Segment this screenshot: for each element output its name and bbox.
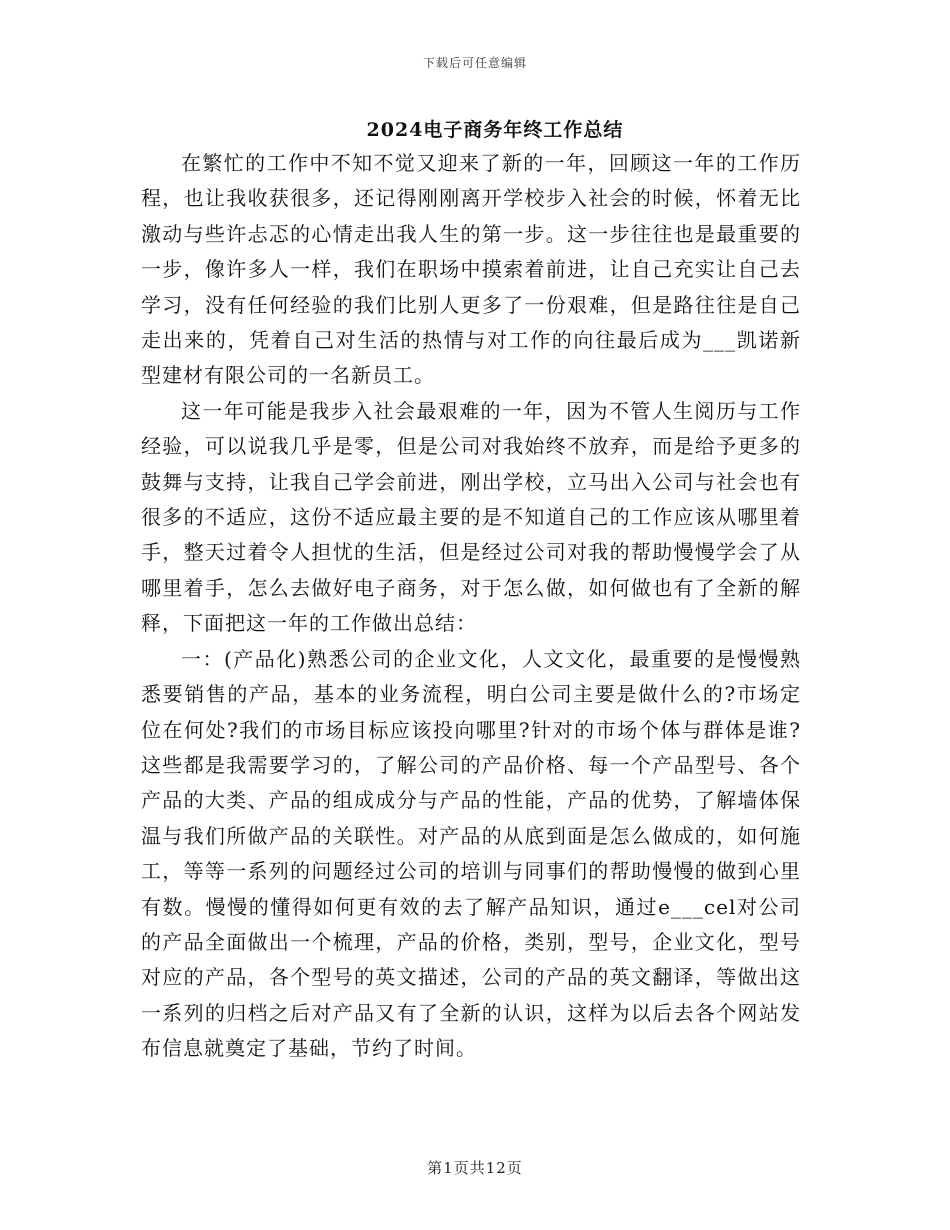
document-body [141, 146, 801, 1067]
paragraph-1: 在繁忙的工作中不知不觉又迎来了新的一年，回顾这一年的工作历程，也让我收获很多，还记得刚刚离开学校步入社会的时候，怀着无比激动与些许忐忑的心情走出我人生的第一步。这一步往往也是最重要的一步，像许多人一样，我们在职场中摸索着前进，让自己充实让自己去学习，没有任何经验的我们比别人更多了一份艰难，但是路往往是自己走出来的，凭着自己对生活的热情与对工作的向往最后成为___凯诺新型建材有限公司的一名新员工。 [141, 151, 801, 388]
paragraph-3: 一：(产品化)熟悉公司的企业文化，人文文化，最重要的是慢慢熟悉要销售的产品，基本的业务流程，明白公司主要是做什么的?市场定位在何处?我们的市场目标应该投向哪里?针对的市场个体与群体是谁?这些都是我需要学习的，了解公司的产品价格、每一个产品型号、各个产品的大类、产品的组成成分与产品的性能，产品的优势，了解墙体保温与我们所做产品的关联性。对产品的从底到面是怎么做成的，如何施工，等等一系列的问题经过公司的培训与同事们的帮助慢慢的做到心里有数。慢慢的懂得如何更有效的去了解产品知识，通过e___cel对公司的产品全面做出一个梳理，产品的价格，类别，型号，企业文化，型号对应的产品，各个型号的英文描述，公司的产品的英文翻译，等做出这一系列的归档之后对产品又有了全新的认识，这样为以后去各个网站发布信息就奠定了基础，节约了时间。 [141, 646, 801, 1061]
page-footer: 第1页共12页 [427, 1159, 523, 1177]
paragraph-2: 这一年可能是我步入社会最艰难的一年，因为不管人生阅历与工作经验，可以说我几乎是零，但是公司对我始终不放弃，而是给予更多的鼓舞与支持，让我自己学会前进，刚出学校，立马出入公司与社会也有很多的不适应，这份不适应最主要的是不知道自己的工作应该从哪里着手，整天过着令人担忧的生活，但是经过公司对我的帮助慢慢学会了从哪里着手，怎么去做好电子商务，对于怎么做，如何做也有了全新的解释，下面把这一年的工作做出总结： [141, 398, 801, 636]
document-title: 2024电子商务年终工作总结 [366, 119, 624, 141]
header-note: 下载后可任意编辑 [422, 56, 527, 70]
